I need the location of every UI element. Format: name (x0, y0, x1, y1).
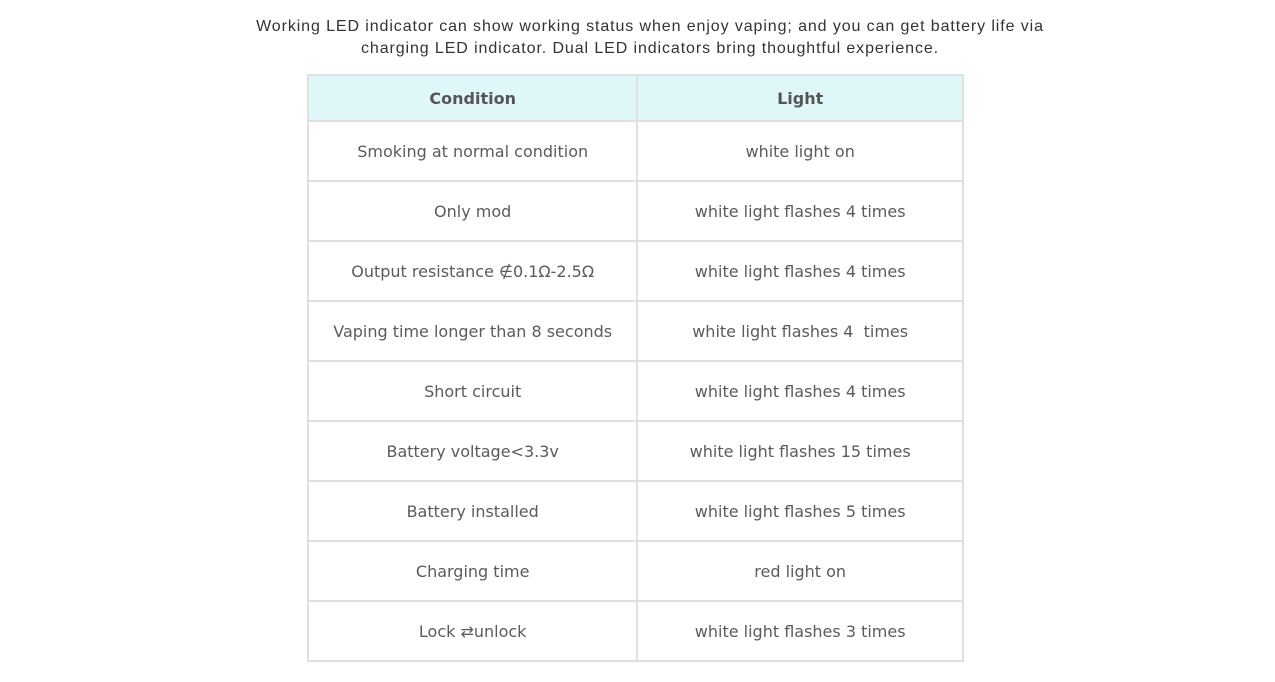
intro-line-1: Working LED indicator can show working status when enjoy vaping; and you can get battery life via (256, 18, 1044, 35)
intro-line-2: charging LED indicator. Dual LED indicators bring thoughtful experience. (361, 40, 939, 57)
cell-light: white light flashes 15 times (637, 421, 963, 481)
cell-condition: Vaping time longer than 8 seconds (308, 301, 637, 361)
table-row (308, 241, 963, 301)
table-row (308, 541, 963, 601)
cell-condition: Only mod (308, 181, 637, 241)
table-row (308, 361, 963, 421)
table-row (308, 481, 963, 541)
table-row (308, 301, 963, 361)
cell-light: white light flashes 4 times (637, 181, 963, 241)
led-indicator-table (307, 74, 964, 662)
cell-condition: Short circuit (308, 361, 637, 421)
cell-light: white light flashes 4 times (637, 301, 963, 361)
cell-condition: Lock ⇄unlock (308, 601, 637, 661)
cell-condition: Output resistance ∉0.1Ω-2.5Ω (308, 241, 637, 301)
cell-light: white light flashes 4 times (637, 361, 963, 421)
cell-condition: Charging time (308, 541, 637, 601)
cell-light: red light on (637, 541, 963, 601)
cell-condition: Battery installed (308, 481, 637, 541)
cell-condition: Battery voltage<3.3v (308, 421, 637, 481)
table-row (308, 181, 963, 241)
header-condition: Condition (308, 75, 637, 121)
cell-condition: Smoking at normal condition (308, 121, 637, 181)
table-row (308, 421, 963, 481)
table-row (308, 121, 963, 181)
cell-light: white light on (637, 121, 963, 181)
intro-paragraph (200, 16, 1100, 60)
header-light: Light (637, 75, 963, 121)
cell-light: white light flashes 4 times (637, 241, 963, 301)
table-row (308, 601, 963, 661)
cell-light: white light flashes 5 times (637, 481, 963, 541)
table-header-row (308, 75, 963, 121)
cell-light: white light flashes 3 times (637, 601, 963, 661)
